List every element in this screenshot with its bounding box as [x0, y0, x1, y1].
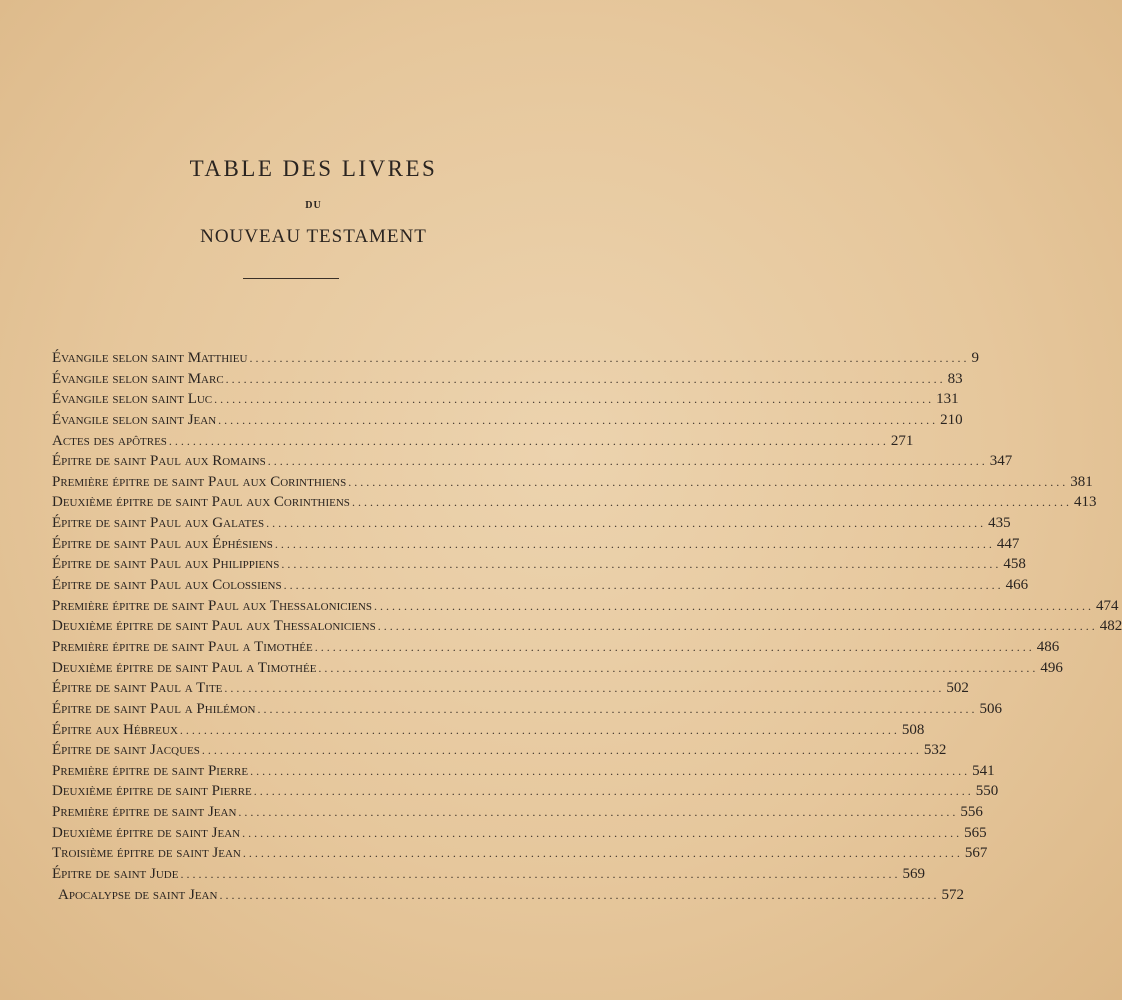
dot-leader: ........................................................................................................................ — [283, 578, 1004, 593]
toc-entry-page: 496 — [1040, 659, 1063, 676]
toc-entry-page: 486 — [1036, 638, 1060, 655]
dot-leader: ........................................................................................................................ — [253, 784, 974, 799]
toc-entry-title: Deuxième épitre de saint Paul aux Corinthiens — [52, 494, 350, 511]
toc-entry — [52, 554, 1026, 575]
toc-entry — [52, 864, 925, 885]
toc-entry-page: 474 — [1096, 597, 1119, 614]
toc-entry — [52, 451, 1013, 472]
toc-entry-title: Troisième épitre de saint Jean — [52, 845, 241, 862]
toc-entry-page: 435 — [988, 515, 1011, 532]
toc-entry-title: Actes des apôtres — [52, 432, 167, 449]
toc-entry — [52, 885, 964, 906]
toc-entry-title: Épitre aux Hébreux — [52, 721, 178, 738]
toc-entry — [52, 410, 963, 431]
dot-leader: ........................................................................................................................ — [257, 701, 978, 716]
dot-leader: ........................................................................................................................ — [274, 536, 995, 551]
toc-entry — [52, 596, 1119, 617]
dot-leader: ........................................................................................................................ — [250, 763, 971, 778]
toc-entry — [52, 534, 1020, 555]
title-connector: DU — [305, 200, 322, 211]
toc-entry-page: 131 — [936, 391, 959, 408]
toc-entry-page: 532 — [923, 742, 947, 759]
toc-entry-page: 556 — [960, 804, 983, 821]
dot-leader: ........................................................................................................................ — [348, 474, 1069, 489]
toc-entry — [52, 637, 1060, 658]
dot-leader: ........................................................................................................................ — [267, 454, 988, 469]
toc-entry — [52, 740, 947, 761]
toc-entry-title: Première épitre de saint Pierre — [52, 762, 249, 779]
page-title: TABLE DES LIVRES — [189, 156, 438, 181]
toc-entry-page: 550 — [975, 783, 999, 800]
toc-entry — [52, 389, 959, 410]
dot-leader: ........................................................................................................................ — [168, 433, 889, 448]
toc-entry — [52, 369, 963, 390]
toc-entry-page: 466 — [1005, 577, 1029, 594]
dot-leader: ........................................................................................................................ — [242, 825, 963, 840]
toc-entry-title: Première épitre de saint Paul aux Thessaloniciens — [52, 597, 373, 614]
toc-entry-page: 482 — [1099, 618, 1122, 635]
toc-entry — [52, 699, 1002, 720]
dot-leader: ........................................................................................................................ — [180, 867, 901, 882]
dot-leader: ........................................................................................................................ — [218, 412, 939, 427]
dot-leader: ........................................................................................................................ — [214, 392, 935, 407]
toc-entry-page: 271 — [890, 432, 914, 449]
toc-entry — [52, 802, 983, 823]
toc-entry-page: 347 — [989, 453, 1013, 470]
toc-entry-page: 506 — [979, 700, 1002, 717]
toc-entry-page: 572 — [941, 886, 964, 903]
toc-entry-title: Évangile selon saint Luc — [52, 391, 213, 408]
toc-entry-title: Évangile selon saint Matthieu — [52, 350, 248, 366]
toc-entry-title: Évangile selon saint Marc — [52, 370, 224, 387]
toc-entry-title: Épitre de saint Paul aux Colossiens — [52, 577, 282, 594]
dot-leader: ........................................................................................................................ — [201, 743, 922, 758]
dot-leader: ........................................................................................................................ — [224, 681, 945, 696]
toc-entry-page: 458 — [1003, 556, 1026, 573]
page-subtitle: NOUVEAU TESTAMENT — [200, 226, 427, 247]
toc-entry-title: Apocalypse de saint Jean — [58, 886, 218, 903]
toc-entry-title: Deuxième épitre de saint Jean — [52, 824, 241, 841]
dot-leader: ........................................................................................................................ — [242, 846, 963, 861]
toc-entry-page: 381 — [1070, 473, 1093, 490]
toc-entry-page: 447 — [996, 535, 1020, 552]
toc-entry — [52, 843, 988, 864]
toc-entry-title: Épitre de saint Paul a Tite — [52, 680, 223, 697]
toc-entry-title: Première épitre de saint Paul a Timothée — [52, 638, 313, 655]
toc-entry — [52, 472, 1093, 493]
toc-entry — [52, 492, 1097, 513]
toc-entry-title: Épitre de saint Jude — [52, 866, 179, 883]
toc-entry-title: Deuxième épitre de saint Paul a Timothée — [52, 659, 317, 676]
toc-entry-title: Épitre de saint Paul a Philémon — [52, 700, 256, 717]
toc-entry-title: Première épitre de saint Jean — [52, 804, 237, 821]
toc-entry — [52, 616, 1122, 637]
toc-entry — [52, 720, 925, 741]
toc-entry — [52, 575, 1029, 596]
toc-entry-title: Épitre de saint Paul aux Philippiens — [52, 556, 280, 573]
toc-entry — [52, 823, 987, 844]
dot-leader: ........................................................................................................................ — [238, 805, 959, 820]
toc-entry-title: Évangile selon saint Jean — [52, 411, 217, 428]
toc-entry-title: Épitre de saint Paul aux Éphésiens — [52, 535, 273, 552]
dot-leader: ........................................................................................................................ — [225, 371, 946, 386]
table-of-contents — [52, 348, 1122, 905]
dot-leader: ........................................................................................................................ — [351, 495, 1072, 510]
title-divider — [243, 278, 339, 279]
toc-entry-page: 567 — [964, 845, 988, 862]
toc-entry-page: 569 — [902, 866, 925, 883]
toc-entry — [52, 761, 995, 782]
toc-entry-title: Première épitre de saint Paul aux Corinthiens — [52, 473, 347, 490]
dot-leader: ........................................................................................................................ — [281, 557, 1002, 572]
toc-entry-page: 508 — [901, 721, 925, 738]
dot-leader: ........................................................................................................................ — [314, 639, 1035, 654]
toc-entry-page: 210 — [940, 411, 963, 428]
toc-entry — [52, 513, 1011, 534]
toc-entry — [52, 781, 999, 802]
toc-entry — [52, 678, 969, 699]
dot-leader: ........................................................................................................................ — [318, 660, 1039, 675]
toc-entry-title: Deuxième épitre de saint Pierre — [52, 783, 252, 800]
toc-entry-page: 83 — [947, 370, 963, 387]
toc-entry-page: 541 — [972, 762, 995, 779]
dot-leader: ........................................................................................................................ — [377, 619, 1098, 634]
dot-leader: ........................................................................................................................ — [266, 516, 987, 531]
toc-entry-title: Épitre de saint Jacques — [52, 742, 200, 759]
toc-entry-title: Épitre de saint Paul aux Romains — [52, 453, 266, 470]
toc-entry-title: Deuxième épitre de saint Paul aux Thessaloniciens — [52, 618, 376, 635]
dot-leader: ........................................................................................................................ — [249, 351, 970, 365]
toc-entry-page: 565 — [964, 824, 987, 841]
dot-leader: ........................................................................................................................ — [219, 887, 940, 902]
dot-leader: ........................................................................................................................ — [179, 722, 900, 737]
toc-entry-title: Épitre de saint Paul aux Galates — [52, 515, 265, 532]
toc-entry — [52, 658, 1063, 679]
toc-entry — [52, 348, 979, 369]
toc-entry-page: 413 — [1073, 494, 1097, 511]
toc-entry-page: 9 — [971, 350, 979, 366]
dot-leader: ........................................................................................................................ — [374, 598, 1095, 613]
toc-entry — [52, 431, 914, 452]
toc-entry-page: 502 — [946, 680, 969, 697]
